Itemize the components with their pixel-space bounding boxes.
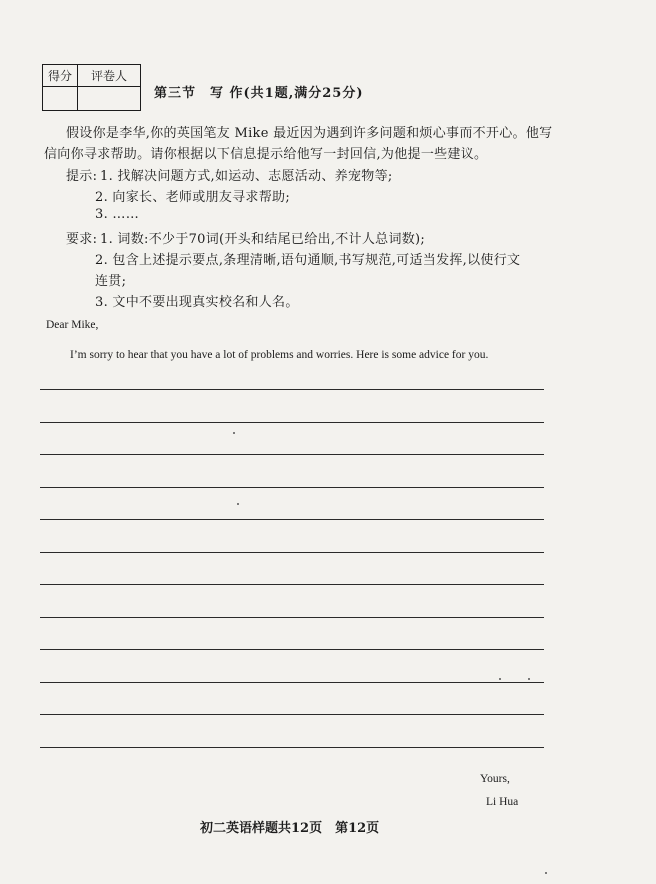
section-title: 第三节 写 作(共1题,满分25分) [154, 86, 364, 101]
requirement-item-2: 2. 包含上述提示要点,条理清晰,语句通顺,书写规范,可适当发挥,以使行文 [95, 253, 521, 268]
writing-line[interactable] [40, 584, 544, 585]
writing-line[interactable] [40, 389, 544, 390]
score-table [42, 64, 141, 111]
scan-speck [545, 872, 547, 874]
hint-item-3: 3. …… [95, 207, 140, 222]
score-label: 得分 [47, 69, 72, 83]
intro-line-2: 信向你寻求帮助。请你根据以下信息提示给他写一封回信,为他提一些建议。 [44, 147, 488, 162]
hint-item-2: 2. 向家长、老师或朋友寻求帮助; [95, 190, 291, 205]
letter-salutation: Dear Mike, [46, 319, 99, 331]
scan-speck [237, 503, 239, 505]
grader-label-cell [78, 65, 141, 87]
grader-label: 评卷人 [90, 69, 127, 83]
writing-line[interactable] [40, 519, 544, 520]
page-footer: 初二英语样题共12页 第12页 [200, 821, 380, 836]
requirement-item-2-cont: 连贯; [95, 274, 127, 289]
score-label-cell [43, 65, 78, 87]
writing-line[interactable] [40, 714, 544, 715]
writing-line[interactable] [40, 552, 544, 553]
writing-line[interactable] [40, 747, 544, 748]
writing-line[interactable] [40, 617, 544, 618]
grader-entry-cell[interactable] [78, 87, 141, 111]
intro-line-1: 假设你是李华,你的英国笔友 Mike 最近因为遇到许多问题和烦心事而不开心。他写 [66, 126, 553, 141]
score-entry-cell[interactable] [43, 87, 78, 111]
scan-speck [528, 678, 530, 680]
writing-line[interactable] [40, 649, 544, 650]
requirement-item-3: 3. 文中不要出现真实校名和人名。 [95, 295, 299, 310]
letter-opening: I’m sorry to hear that you have a lot of problems and worries. Here is some advice for you. [70, 349, 489, 361]
requirements-label: 要求: [66, 232, 98, 247]
requirement-item-1: 1. 词数:不少于70词(开头和结尾已给出,不计人总词数); [100, 232, 426, 247]
writing-line[interactable] [40, 422, 544, 423]
scan-speck [499, 678, 501, 680]
scan-speck [233, 432, 235, 434]
writing-line[interactable] [40, 487, 544, 488]
letter-closing: Yours, [480, 773, 510, 785]
writing-line[interactable] [40, 454, 544, 455]
writing-line[interactable] [40, 682, 544, 683]
letter-signature: Li Hua [486, 796, 519, 808]
hints-label: 提示: [66, 169, 98, 184]
hint-item-1: 1. 找解决问题方式,如运动、志愿活动、养宠物等; [100, 169, 393, 184]
